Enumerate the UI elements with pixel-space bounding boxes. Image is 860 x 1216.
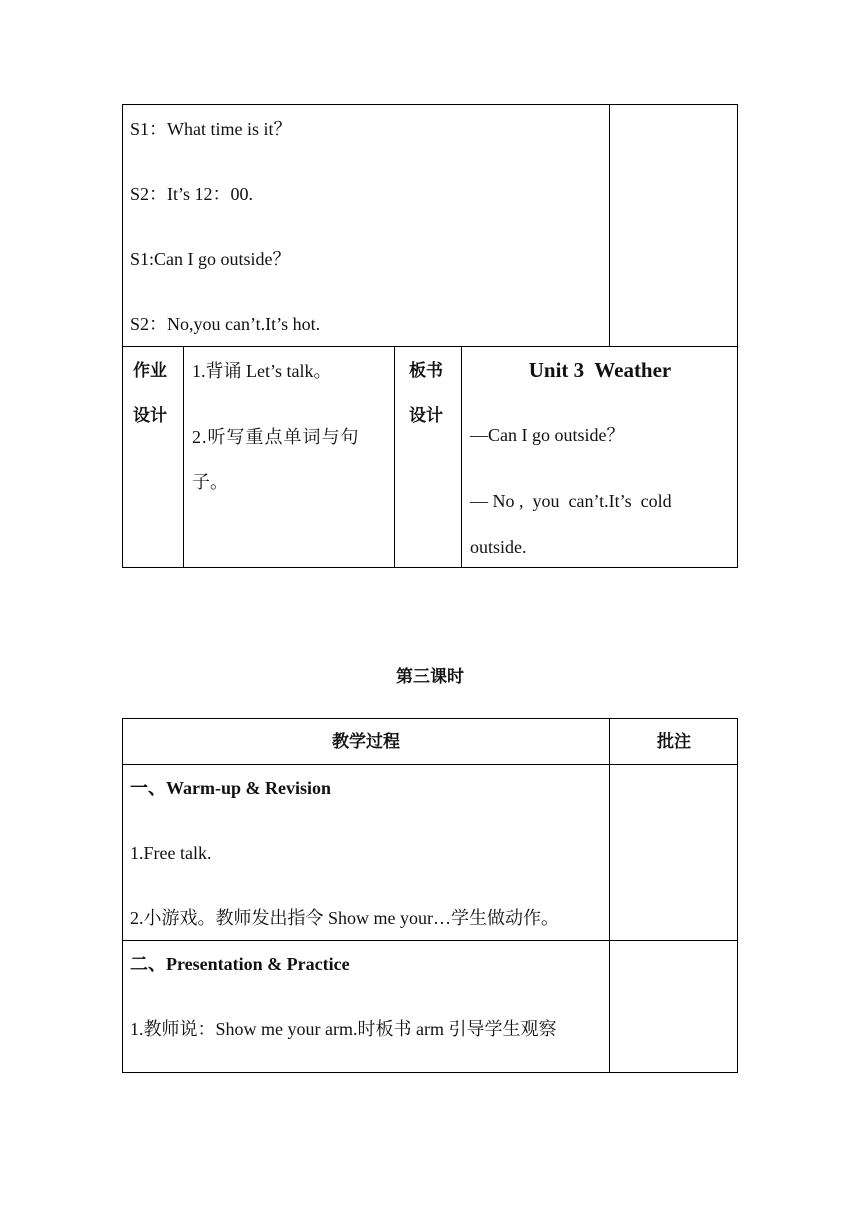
board-label-1: 板书 bbox=[409, 361, 443, 381]
warmup-cell bbox=[122, 765, 610, 941]
presentation-notes-cell bbox=[610, 941, 738, 1073]
homework-label-cell bbox=[122, 347, 184, 568]
board-content-cell bbox=[462, 347, 738, 568]
dialog-line-2: S2：It’s 12：00. bbox=[130, 184, 254, 204]
lesson-table-top bbox=[122, 104, 738, 568]
board-label-cell bbox=[395, 347, 462, 568]
warmup-heading: 一、Warm-up & Revision bbox=[130, 778, 332, 798]
board-line-2a: — No , you can’t.It’s cold bbox=[470, 491, 672, 511]
dialog-line-3: S1:Can I go outside？ bbox=[130, 249, 291, 269]
header-notes: 批注 bbox=[657, 732, 691, 752]
dialog-line-1: S1：What time is it？ bbox=[130, 119, 292, 139]
notes-cell-top bbox=[610, 104, 738, 347]
homework-content-cell bbox=[184, 347, 395, 568]
homework-item-2a: 2.听写重点单词与句 bbox=[192, 427, 360, 447]
warmup-item-1: 1.Free talk. bbox=[130, 843, 212, 863]
section-title: 第三课时 bbox=[396, 667, 464, 687]
warmup-item-2: 2.小游戏。教师发出指令 Show me your…学生做动作。 bbox=[130, 908, 559, 928]
presentation-heading: 二、Presentation & Practice bbox=[130, 954, 350, 974]
board-line-1: —Can I go outside？ bbox=[470, 425, 625, 445]
homework-label-1: 作业 bbox=[133, 361, 167, 381]
header-notes-cell bbox=[610, 718, 738, 765]
homework-item-2b: 子。 bbox=[192, 472, 228, 492]
board-label-2: 设计 bbox=[409, 406, 443, 426]
header-process: 教学过程 bbox=[332, 732, 400, 752]
dialog-cell bbox=[122, 104, 610, 347]
presentation-item-1: 1.教师说：Show me your arm.时板书 arm 引导学生观察 bbox=[130, 1019, 557, 1039]
header-process-cell bbox=[122, 718, 610, 765]
homework-item-1: 1.背诵 Let’s talk。 bbox=[192, 361, 332, 381]
board-title: Unit 3 Weather bbox=[528, 358, 672, 382]
homework-label-2: 设计 bbox=[133, 406, 167, 426]
board-line-2b: outside. bbox=[470, 537, 527, 557]
warmup-notes-cell bbox=[610, 765, 738, 941]
lesson-table-bottom bbox=[122, 718, 738, 1073]
presentation-cell bbox=[122, 941, 610, 1073]
dialog-line-4: S2：No,you can’t.It’s hot. bbox=[130, 314, 321, 334]
